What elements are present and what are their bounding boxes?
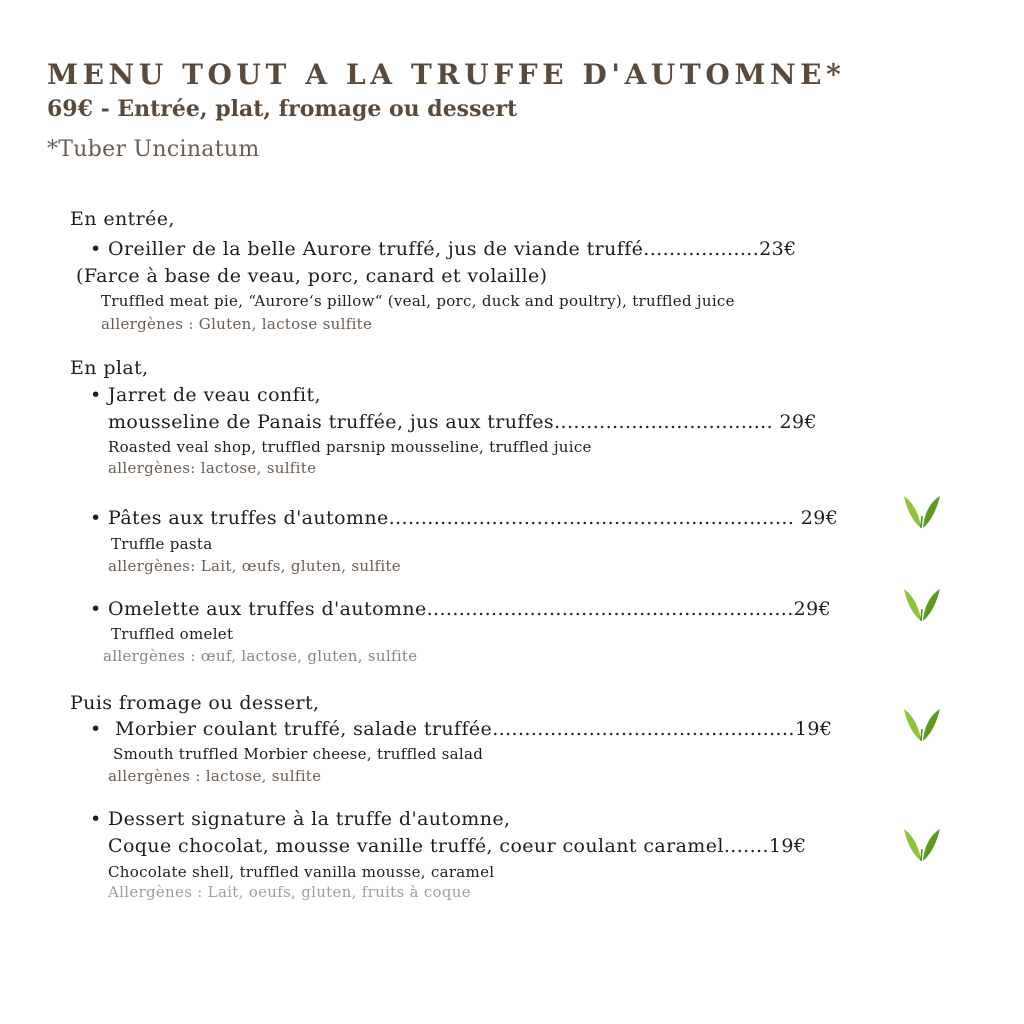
dish-name: Morbier coulant truffé, salade truffée...............................................19€ — [115, 718, 833, 740]
dish-description: Truffled omelet — [111, 625, 234, 643]
dish-name: Jarret de veau confit, — [108, 384, 321, 406]
dish-name: Oreiller de la belle Aurore truffé, jus de viande truffé..................23€ — [108, 238, 797, 260]
dish-name-continued: (Farce à base de veau, porc, canard et volaille) — [76, 265, 548, 287]
bullet: • — [90, 598, 102, 620]
menu-title: MENU TOUT A LA TRUFFE D'AUTOMNE* — [47, 58, 846, 91]
menu-price-line: 69€ - Entrée, plat, fromage ou dessert — [47, 96, 518, 122]
bullet: • — [90, 384, 102, 406]
dish-allergens: allergènes : lactose, sulfite — [108, 767, 322, 785]
dish-name-continued: mousseline de Panais truffée, jus aux truffes.................................. 29€ — [108, 411, 817, 433]
leaf-icon — [902, 825, 942, 863]
dish-name-continued: Coque chocolat, mousse vanille truffé, coeur coulant caramel.......19€ — [108, 835, 807, 857]
leaf-icon — [902, 705, 942, 743]
dish-description: Truffled meat pie, “Aurore‘s pillow“ (veal, porc, duck and poultry), truffled juice — [101, 292, 735, 310]
dish-description: Truffle pasta — [111, 535, 213, 553]
bullet: • — [90, 718, 102, 740]
dish-name: Dessert signature à la truffe d'automne, — [108, 808, 511, 830]
menu-truffle-note: *Tuber Uncinatum — [47, 137, 260, 162]
dish-allergens: allergènes : Gluten, lactose sulfite — [101, 315, 373, 333]
dish-allergens: allergènes: lactose, sulfite — [108, 459, 317, 477]
section-label-plat: En plat, — [70, 357, 149, 379]
bullet: • — [90, 238, 102, 260]
bullet: • — [90, 808, 102, 830]
dish-description: Chocolate shell, truffled vanilla mousse, caramel — [108, 863, 495, 881]
dish-allergens: allergènes : œuf, lactose, gluten, sulfite — [103, 647, 418, 665]
leaf-icon — [902, 585, 942, 623]
section-label-fromage-dessert: Puis fromage ou dessert, — [70, 692, 320, 714]
dish-description: Smouth truffled Morbier cheese, truffled salad — [113, 745, 484, 763]
dish-description: Roasted veal shop, truffled parsnip mousseline, truffled juice — [108, 438, 592, 456]
section-label-entree: En entrée, — [70, 208, 175, 230]
dish-allergens: Allergènes : Lait, oeufs, gluten, fruits à coque — [108, 883, 471, 901]
dish-allergens: allergènes: Lait, œufs, gluten, sulfite — [108, 557, 401, 575]
leaf-icon — [902, 492, 942, 530]
dish-name: Pâtes aux truffes d'automne............................................................... 29€ — [108, 507, 839, 529]
dish-name: Omelette aux truffes d'automne.........................................................29€ — [108, 598, 832, 620]
bullet: • — [90, 507, 102, 529]
